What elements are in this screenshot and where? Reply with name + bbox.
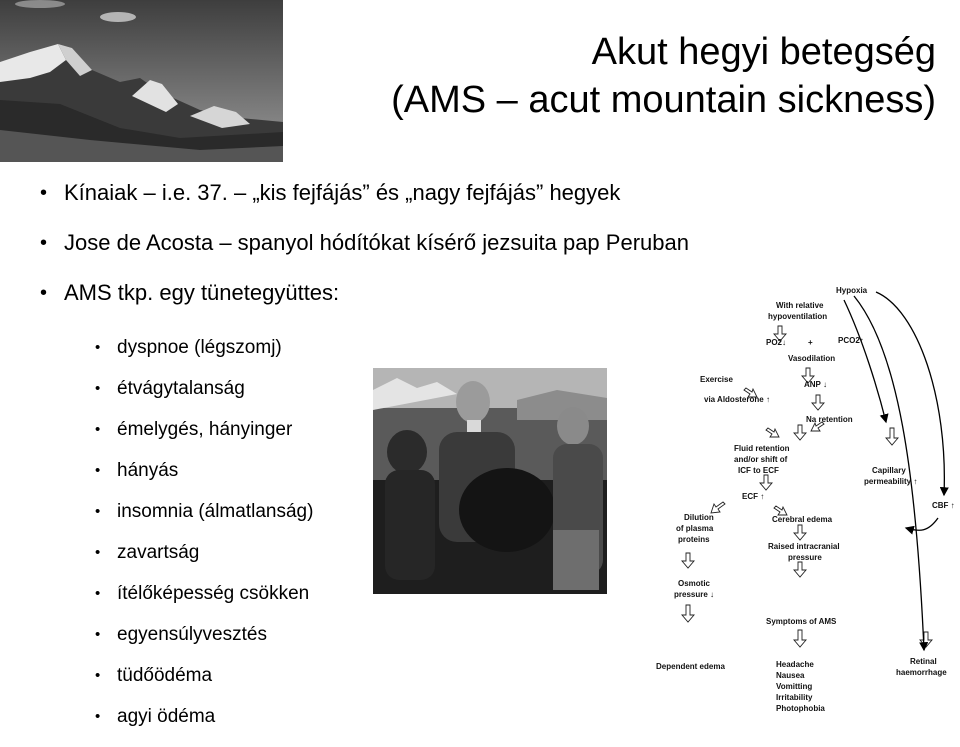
node-exercise: Exercise (700, 375, 733, 384)
main-bullet-list (40, 180, 689, 330)
node-anp: ANP ↓ (804, 380, 827, 389)
title-line-2: (AMS – acut mountain sickness) (391, 79, 936, 121)
symptom-item: • dyspnoe (légszomj) (95, 337, 313, 359)
bullet-item: • Kínaiak – i.e. 37. – „kis fejfájás” és „nagy fejfájás” hegyek (40, 180, 689, 206)
node-capillary-line-1: Capillary (872, 466, 906, 475)
bullet-item: • Jose de Acosta – spanyol hódítókat kísérő jezsuita pap Peruban (40, 230, 689, 256)
node-hypoventilation-line-2: hypoventilation (768, 312, 828, 321)
node-hypoventilation-line-1: With relative (776, 301, 824, 310)
symptom-item: • ítélőképesség csökken (95, 583, 313, 605)
node-dilution-line-2: of plasma (676, 524, 714, 533)
node-photophobia: Photophobia (776, 704, 825, 713)
node-osmotic-line-1: Osmotic (678, 579, 711, 588)
node-fluid-line-2: and/or shift of (734, 455, 788, 464)
node-fluid-line-1: Fluid retention (734, 444, 790, 453)
mountain-photo (0, 0, 283, 162)
symptom-item: • zavartság (95, 542, 313, 564)
ams-pathophysiology-diagram (648, 270, 960, 730)
node-ecf: ECF ↑ (742, 492, 765, 501)
node-nausea: Nausea (776, 671, 805, 680)
node-aldosterone: via Aldosterone ↑ (704, 395, 770, 404)
symptom-list (95, 337, 313, 747)
node-symptoms-of-ams: Symptoms of AMS (766, 617, 837, 626)
bullet-item: • AMS tkp. egy tünetegyüttes: (40, 280, 689, 306)
node-dilution-line-1: Dilution (684, 513, 714, 522)
node-plus: + (808, 338, 813, 347)
node-capillary-line-2: permeability ↑ (864, 477, 918, 486)
symptom-item: • insomnia (álmatlanság) (95, 501, 313, 523)
symptom-item: • agyi ödéma (95, 706, 313, 728)
node-hypoxia: Hypoxia (836, 286, 868, 295)
climbers-photo (367, 360, 613, 600)
slide-title (296, 28, 936, 124)
title-line-1: Akut hegyi betegség (591, 31, 936, 73)
node-pco2: PCO2↑ (838, 336, 864, 345)
symptom-item: • émelygés, hányinger (95, 419, 313, 441)
node-retinal-line-2: haemorrhage (896, 668, 947, 677)
node-osmotic-line-2: pressure ↓ (674, 590, 715, 599)
symptom-item: • hányás (95, 460, 313, 482)
node-vomitting: Vomitting (776, 682, 813, 691)
symptom-item: • tüdőödéma (95, 665, 313, 687)
node-headache: Headache (776, 660, 814, 669)
node-fluid-line-3: ICF to ECF (738, 466, 779, 475)
node-po2: PO2↓ (766, 338, 787, 347)
node-icp-line-1: Raised intracranial (768, 542, 840, 551)
node-dilution-line-3: proteins (678, 535, 710, 544)
symptom-item: • étvágytalanság (95, 378, 313, 400)
node-retinal-line-1: Retinal (910, 657, 937, 666)
node-vasodilation: Vasodilation (788, 354, 836, 363)
node-irritability: Irritability (776, 693, 813, 702)
node-icp-line-2: pressure (788, 553, 822, 562)
node-na-retention: Na retention (806, 415, 853, 424)
node-dependent-edema: Dependent edema (656, 662, 725, 671)
node-cbf: CBF ↑ (932, 501, 955, 510)
node-cerebral-edema: Cerebral edema (772, 515, 833, 524)
symptom-item: • egyensúlyvesztés (95, 624, 313, 646)
